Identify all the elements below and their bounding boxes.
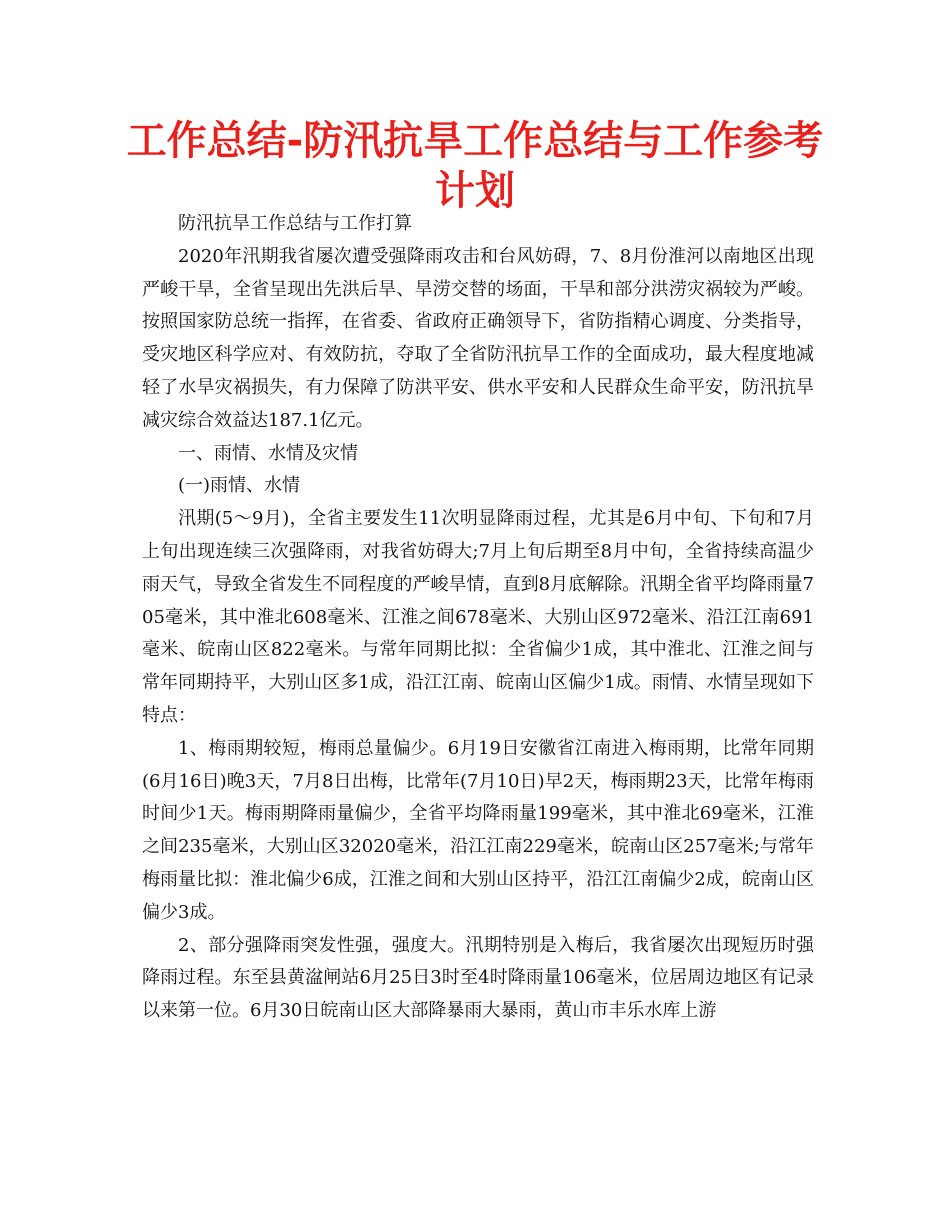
subsection-heading: (一)雨情、水情	[178, 475, 301, 497]
paragraph-subtitle: 防汛抗旱工作总结与工作打算	[178, 213, 412, 234]
paragraph-rainfall: 汛期(5～9月)，全省主要发生11次明显降雨过程，尤其是6月中旬、下旬和7月上旬出现连续三次强降雨，对我省妨碍大;7月上旬后期至8月中旬，全省持续高温少雨天气，导致全省发生不同程度的严峻旱情，直到8月底解除。汛期全省平均降雨量705毫米，其中淮北608毫米、江淮之间678毫米、大别山区972毫米、沿江江南691毫米、皖南山区822毫米。与常年同期比拟：全省偏少1成，其中淮北、江淮之间与常年同期持平，大别山区多1成，沿江江南、皖南山区偏少1成。雨情、水情呈现如下特点：	[142, 508, 814, 726]
paragraph-point-1: 1、梅雨期较短，梅雨总量偏少。6月19日安徽省江南进入梅雨期，比常年同期(6月16日)晚3天，7月8日出梅，比常年(7月10日)早2天，梅雨期23天，比常年梅雨时间少1天。梅雨期降雨量偏少，全省平均降雨量199毫米，其中淮北69毫米，江淮之间235毫米，大别山区32020毫米，沿江江南229毫米，皖南山区257毫米;与常年梅雨量比拟：淮北偏少6成，江淮之间和大别山区持平，沿江江南偏少2成，皖南山区偏少3成。	[142, 737, 814, 923]
document-body	[142, 208, 814, 1028]
paragraph-overview: 2020年汛期我省屡次遭受强降雨攻击和台风妨碍，7、8月份淮河以南地区出现严峻干旱，全省呈现出先洪后旱、旱涝交替的场面，干旱和部分洪涝灾祸较为严峻。按照国家防总统一指挥，在省委、省政府正确领导下，省防指精心调度、分类指导，受灾地区科学应对、有效防抗，夺取了全省防汛抗旱工作的全面成功，最大程度地减轻了水旱灾祸损失，有力保障了防洪平安、供水平安和人民群众生命平安，防汛抗旱减灾综合效益达187.1亿元。	[142, 245, 814, 431]
paragraph-point-2: 2、部分强降雨突发性强，强度大。汛期特别是入梅后，我省屡次出现短历时强降雨过程。东至县黄湓闸站6月25日3时至4时降雨量106毫米，位居周边地区有记录以来第一位。6月30日皖南山区大部降暴雨大暴雨，黄山市丰乐水库上游	[142, 934, 814, 1022]
document-title: 工作总结-防汛抗旱工作总结与工作参考计划	[126, 118, 824, 214]
section-heading: 一、雨情、水情及灾情	[178, 442, 358, 464]
